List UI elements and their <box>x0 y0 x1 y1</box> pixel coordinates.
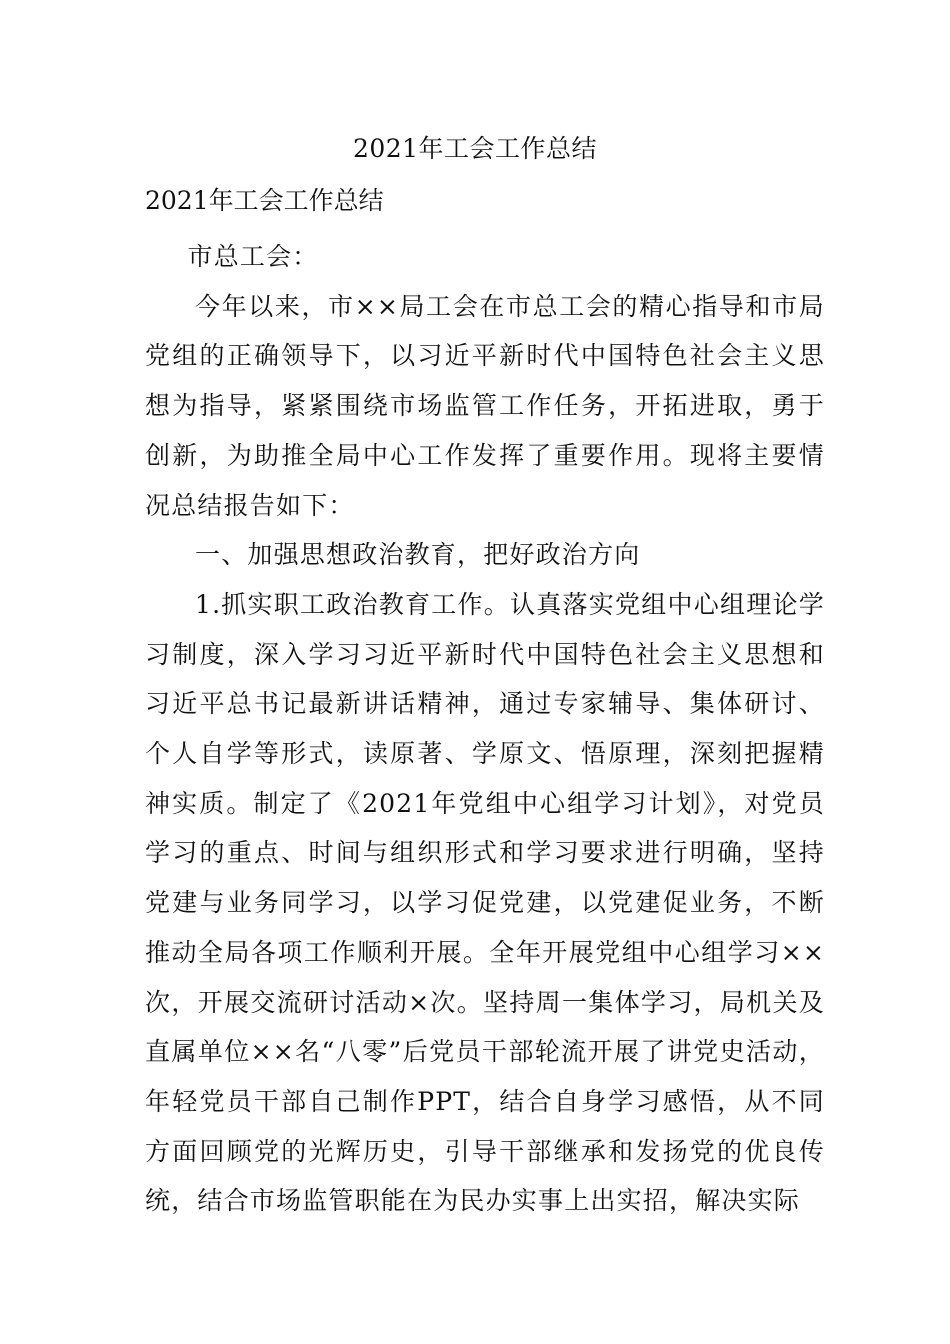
intro-paragraph: 今年以来，市××局工会在市总工会的精心指导和市局党组的正确领导下，以习近平新时代中国特色社会主义思想为指导，紧紧围绕市场监管工作任务，开拓进取，勇于创新，为助推全局中心工作发挥了重要作用。现将主要情况总结报告如下： <box>145 291 825 520</box>
document-body <box>145 232 825 1226</box>
document-title: 2021年工会工作总结 <box>352 134 598 163</box>
body-paragraph: 1.抓实职工政治教育工作。认真落实党组中心组理论学习制度，深入学习习近平新时代中国特色社会主义思想和习近平总书记最新讲话精神，通过专家辅导、集体研讨、个人自学等形式，读原著、学原文、悟原理，深刻把握精神实质。制定了《2021年党组中心组学习计划》，对党员学习的重点、时间与组织形式和学习要求进行明确，坚持党建与业务同学习，以学习促党建，以党建促业务，不断推动全局各项工作顺利开展。全年开展党组中心组学习××次，开展交流研讨活动×次。坚持周一集体学习，局机关及直属单位××名“八零”后党员干部轮流开展了讲党史活动，年轻党员干部自己制作PPT，结合自身学习感悟，从不同方面回顾党的光辉历史，引导干部继承和发扬党的优良传统，结合市场监管职能在为民办实事上出实招，解决实际 <box>145 589 825 1216</box>
document-subtitle: 2021年工会工作总结 <box>145 186 384 215</box>
salutation: 市总工会： <box>187 242 319 271</box>
section-heading: 一、加强思想政治教育，把好政治方向 <box>195 540 641 570</box>
